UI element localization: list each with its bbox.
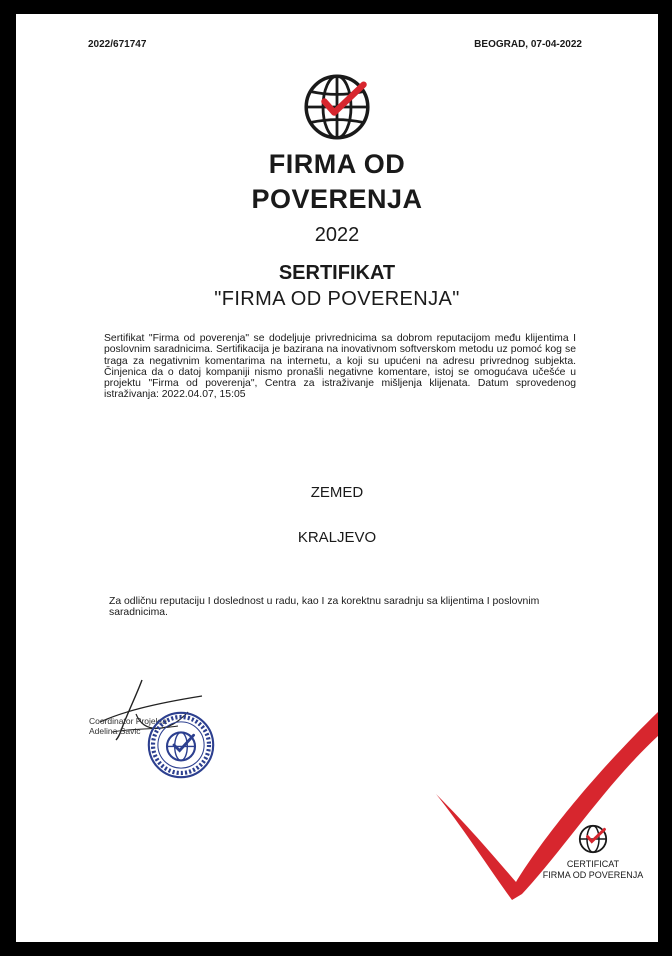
closing-text: Za odličnu reputaciju I doslednost u radu, kao I za korektnu saradnju sa klijentima I poslovnim saradnicima.	[109, 596, 540, 619]
recipient-city: KRALJEVO	[297, 529, 377, 546]
reference-number: 2022/671747	[88, 39, 147, 50]
certificate-badge	[536, 859, 650, 881]
certificate-page	[16, 14, 658, 942]
certificate-name: "FIRMA OD POVERENJA"	[214, 288, 460, 310]
title-line-1: FIRMA OD	[268, 149, 406, 179]
badge-globe-icon	[578, 824, 608, 854]
red-checkmark-icon	[16, 14, 658, 942]
certificate-heading: SERTIFIKAT	[278, 262, 396, 284]
certificate-body: Sertifikat "Firma od poverenja" se dodeljuje privrednicima sa dobrom reputacijom među klijentima I poslovnim saradnicima. Sertifikacija je bazirana na inovativnom softverskom metodu uz pomoć kog se traga za negativnim komentarima na internetu, a koji su upućeni na adresu privrednog subjekta. Činjenica da o datoj kompaniji nismo pronašli negativne komentare, istoj se omogućava učešće u projektu "Firma od poverenja", Centra za istraživanje mišljenja klijenata. Datum sprovedenog istraživanja: 2022.04.07, 15:05	[104, 333, 576, 401]
coordinator-title: Coordinator Projekta	[89, 716, 167, 726]
recipient-company: ZEMED	[310, 484, 364, 501]
title-line-2: POVERENJA	[251, 184, 423, 214]
place-date: BEOGRAD, 07-04-2022	[474, 39, 582, 50]
badge-line-2: FIRMA OD POVERENJA	[542, 870, 644, 880]
badge-line-1: CERTIFICAT	[566, 859, 620, 869]
title-year: 2022	[314, 224, 360, 246]
coordinator-name: Adelina Savic	[89, 726, 141, 736]
